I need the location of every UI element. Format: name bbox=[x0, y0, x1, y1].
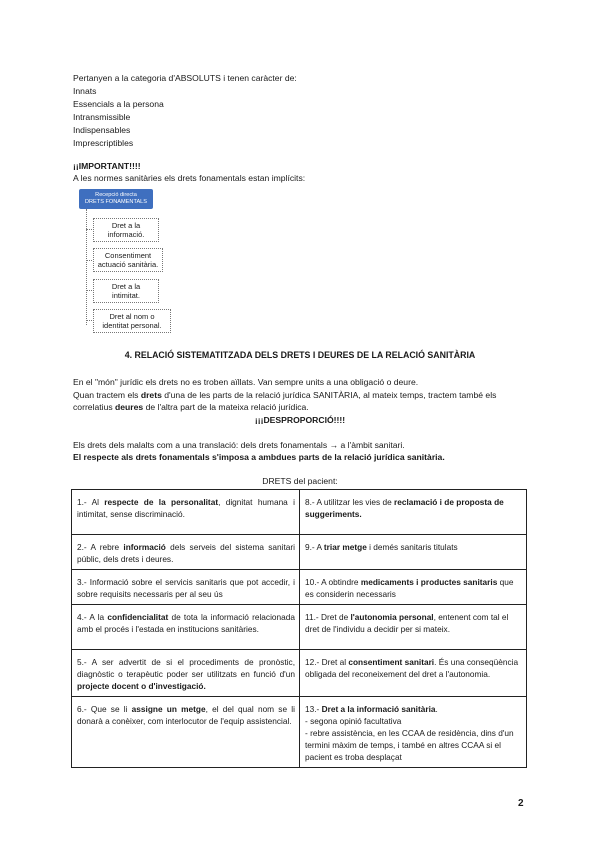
cell-text: 12.- Dret al bbox=[305, 657, 349, 667]
intro-item: Intransmissible bbox=[73, 112, 131, 122]
tree-child-box bbox=[93, 248, 163, 272]
table-cell-left bbox=[72, 570, 300, 605]
paragraph: En el "món" jurídic els drets no es troben aïllats. Van sempre units a una obligació o deure. bbox=[73, 377, 419, 387]
paragraph-text: correlatius bbox=[73, 402, 116, 412]
cell-text-bold: respecte de la personalitat bbox=[104, 497, 219, 507]
cell-text: , dignitat humana i intimitat, sense discriminació. bbox=[77, 497, 295, 519]
cell-text: que es considerin necessaris bbox=[305, 577, 514, 599]
paragraph-text: d'una de les parts de la relació jurídica SANITÀRIA, al mateix temps, tractem també els bbox=[161, 390, 497, 400]
disproportion-note: ¡¡¡DESPROPORCIÓ!!!! bbox=[254, 415, 346, 425]
cell-text-bold: consentiment sanitari bbox=[348, 657, 435, 667]
tree-child-label: Dret a la informació. bbox=[107, 221, 145, 239]
intro-item: Essencials a la persona bbox=[73, 99, 164, 109]
table-row bbox=[72, 490, 527, 535]
cell-text: 10.- A obtindre bbox=[305, 577, 361, 587]
cell-text-bold: Dret a la informació sanitària bbox=[321, 704, 436, 714]
table-cell-right bbox=[300, 605, 527, 650]
table-cell-left bbox=[72, 490, 300, 535]
cell-text: . - segona opinió facultativa - rebre assistència, en les CCAA de residència, dins d'un termini màxim de temps, i també en altres CCAA si el pacient es troba desplaçat bbox=[305, 704, 514, 762]
cell-text: 9.- A bbox=[305, 542, 324, 552]
paragraph-text: Quan tractem els bbox=[73, 390, 141, 400]
paragraph bbox=[73, 402, 309, 412]
cell-text: i demés sanitaris titulats bbox=[366, 542, 458, 552]
cell-text: , el del qual nom se li donarà a conèixer, com interlocutor de l'equip assistencial. bbox=[77, 704, 295, 726]
table-row bbox=[72, 650, 527, 697]
emphasis: deures bbox=[115, 402, 144, 412]
table-row bbox=[72, 570, 527, 605]
table-row bbox=[72, 697, 527, 768]
section-title: 4. RELACIÓ SISTEMATITZADA DELS DRETS I DEURES DE LA RELACIÓ SANITÀRIA bbox=[124, 350, 476, 360]
table-cell-right bbox=[300, 490, 527, 535]
intro-item: Indispensables bbox=[73, 125, 131, 135]
cell-text: 6.- Que se li bbox=[77, 704, 132, 714]
cell-text: , entenent com tal el dret de l'individu a decidir per si mateix. bbox=[305, 612, 509, 634]
cell-text: 8.- A utilitzar les vies de bbox=[305, 497, 395, 507]
important-text: A les normes sanitàries els drets fonamentals estan implícits: bbox=[73, 173, 306, 183]
intro-item: Innats bbox=[73, 86, 97, 96]
table-cell-right bbox=[300, 570, 527, 605]
tree-child-label: Dret al nom o identitat personal. bbox=[102, 312, 162, 330]
cell-text: dels serveis del sistema sanitari públic, dels drets i deures. bbox=[77, 542, 295, 564]
cell-text: . És una conseqüència obligada del reconeixement del dret a l'autonomia. bbox=[305, 657, 519, 679]
tree-root-box bbox=[79, 189, 153, 209]
table-cell-left bbox=[72, 697, 300, 768]
cell-text: 3.- Informació sobre el servicis sanitaris que pot accedir, i sobre requisits necessaris per al seu ús bbox=[77, 577, 295, 599]
rights-table bbox=[71, 489, 527, 768]
cell-text-bold: medicaments i productes sanitaris bbox=[360, 577, 498, 587]
cell-text-bold: assigne un metge bbox=[131, 704, 206, 714]
table-caption: DRETS del pacient: bbox=[262, 476, 338, 486]
cell-text-bold: l'autonomia personal bbox=[350, 612, 434, 622]
table-cell-right bbox=[300, 535, 527, 570]
cell-text: 2.- A rebre bbox=[77, 542, 124, 552]
paragraph-bold: El respecte als drets fonamentals s'imposa a ambdues parts de la relació jurídica sanitària. bbox=[73, 452, 445, 462]
tree-child-label: Dret a la intimitat. bbox=[111, 282, 141, 300]
table-cell-left bbox=[72, 605, 300, 650]
intro-item: Imprescriptibles bbox=[73, 138, 134, 148]
table-cell-right bbox=[300, 650, 527, 697]
intro-line: Pertanyen a la categoria d'ABSOLUTS i tenen caràcter de: bbox=[73, 73, 297, 83]
paragraph-text: de l'altra part de la mateixa relació jurídica. bbox=[143, 402, 309, 412]
cell-text-bold: confidencialitat bbox=[107, 612, 169, 622]
cell-text-bold: reclamació i de proposta de suggeriments. bbox=[305, 497, 504, 519]
cell-text: 4.- A la bbox=[77, 612, 108, 622]
tree-child-label: Consentiment actuació sanitària. bbox=[97, 251, 159, 269]
cell-text-bold: projecte docent o d'investigació. bbox=[77, 681, 206, 691]
cell-text: 11.- Dret de bbox=[305, 612, 351, 622]
cell-text-bold: triar metge bbox=[323, 542, 367, 552]
paragraph bbox=[73, 390, 496, 400]
table-cell-right bbox=[300, 697, 527, 768]
table-cell-left bbox=[72, 535, 300, 570]
cell-text: 1.- Al bbox=[77, 497, 105, 507]
cell-text: 13.- bbox=[305, 704, 322, 714]
table-row bbox=[72, 535, 527, 570]
table-cell-left bbox=[72, 650, 300, 697]
cell-text: de tota la informació relacionada amb el procés i l'estada en institucions sanitàries. bbox=[77, 612, 295, 634]
tree-root-label: Recepció directa DRETS FONAMENTALS bbox=[84, 192, 148, 205]
cell-text: 5.- A ser advertit de si el procediments de pronòstic, diagnòstic o terapèutic poder ser utilitzats en funció d'un bbox=[77, 657, 295, 679]
important-label: ¡¡IMPORTANT!!!! bbox=[73, 161, 141, 171]
tree-connector bbox=[86, 209, 87, 325]
cell-text-bold: informació bbox=[123, 542, 166, 552]
tree-child-box bbox=[93, 309, 171, 333]
tree-child-box bbox=[93, 218, 159, 242]
tree-child-box bbox=[93, 279, 159, 303]
emphasis: drets bbox=[140, 390, 162, 400]
paragraph: Els drets dels malalts com a una translació: dels drets fonamentals → a l'àmbit sanitari. bbox=[73, 440, 405, 450]
page-number: 2 bbox=[518, 798, 524, 809]
table-row bbox=[72, 605, 527, 650]
